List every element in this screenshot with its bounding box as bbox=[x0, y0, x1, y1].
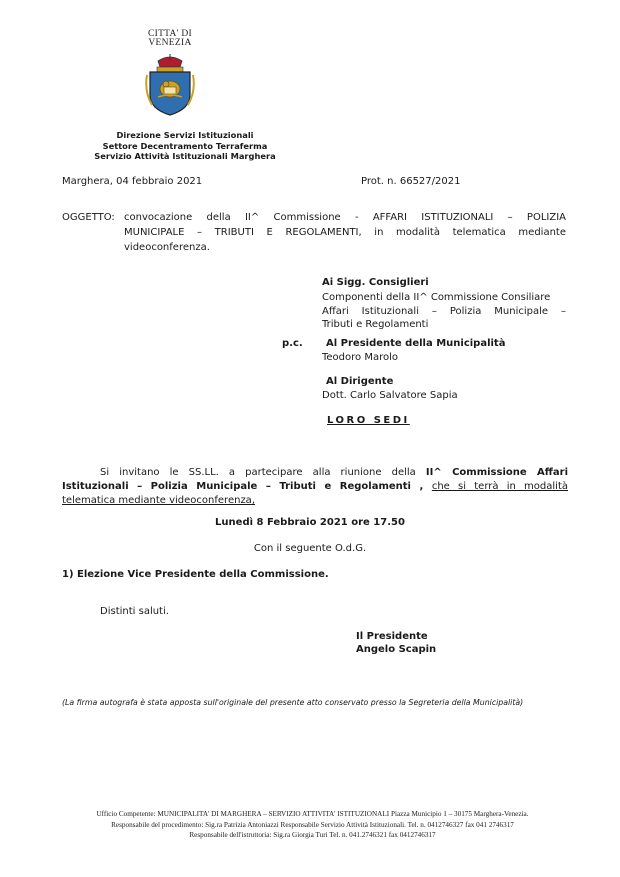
signature-name: Angelo Scapin bbox=[356, 644, 437, 655]
president-name: Teodoro Marolo bbox=[322, 352, 398, 363]
signature-role: Il Presidente bbox=[356, 631, 428, 642]
invitation-text-a: Si invitano le SS.LL. a partecipare alla riunione della bbox=[100, 467, 426, 478]
subject-line-2: MUNICIPALE – TRIBUTI E REGOLAMENTI, in modalità telematica mediante bbox=[124, 227, 566, 238]
commission-name-b: Istituzionali – Polizia Municipale – Tributi e Regolamenti bbox=[62, 481, 411, 492]
director-heading: Al Dirigente bbox=[326, 376, 394, 387]
pc-label: p.c. bbox=[282, 338, 303, 349]
footer-line-2: Responsabile del procedimento: Sig.ra Patrizia Antoniazzi Responsabile Servizio Attività Istituzionali. Tel. n. 0412746327 fax 041 2746317 bbox=[111, 820, 514, 829]
recipients-line-3: Tributi e Regolamenti bbox=[322, 319, 429, 330]
signature-note: (La firma autografa è stata apposta sull'originale del presente atto conservato presso la Segreteria della Municipalità) bbox=[62, 698, 524, 707]
subject-label: OGGETTO: bbox=[62, 212, 115, 223]
director-name: Dott. Carlo Salvatore Sapia bbox=[322, 390, 458, 401]
recipients-line-2: Affari Istituzionali – Polizia Municipale – bbox=[322, 306, 566, 317]
recipients-line-1: Componenti della II^ Commissione Consiliare bbox=[322, 292, 551, 303]
protocol-number: Prot. n. 66527/2021 bbox=[361, 176, 461, 187]
closing: Distinti saluti. bbox=[100, 606, 169, 617]
dept-line-1: Direzione Servizi Istituzionali bbox=[116, 130, 254, 140]
dept-line-2: Settore Decentramento Terraferma bbox=[102, 140, 268, 151]
meeting-date: Lunedì 8 Febbraio 2021 ore 17.50 bbox=[215, 517, 405, 528]
dept-line-3: Servizio Attività Istituzionali Marghera bbox=[94, 151, 276, 161]
invitation-mode-a: che si terrà in modalità bbox=[431, 481, 568, 492]
logo-line-1: CITTA' DI bbox=[147, 29, 193, 39]
venice-crest-icon bbox=[144, 51, 196, 117]
loro-sedi: LORO SEDI bbox=[327, 415, 410, 426]
footer bbox=[40, 809, 585, 841]
footer-line-1: Ufficio Competente: MUNICIPALITA' DI MARGHERA – SERVIZIO ATTIVITA' ISTITUZIONALI Piazza Municipio 1 – 30175 Marghera-Venezia. bbox=[96, 810, 529, 818]
invitation-line-1 bbox=[62, 466, 568, 479]
recipients-heading: Ai Sigg. Consiglieri bbox=[322, 277, 429, 288]
place-date: Marghera, 04 febbraio 2021 bbox=[62, 176, 203, 187]
invitation-line-3: telematica mediante videoconferenza, bbox=[62, 495, 255, 506]
agenda-item-1: 1) Elezione Vice Presidente della Commissione. bbox=[62, 569, 329, 580]
city-logo bbox=[128, 30, 212, 121]
department-block bbox=[60, 130, 310, 162]
agenda-intro: Con il seguente O.d.G. bbox=[253, 543, 367, 554]
invitation-line-2 bbox=[62, 480, 568, 493]
logo-line-2: VENEZIA bbox=[148, 38, 192, 48]
footer-line-3: Responsabile dell'istruttoria: Sig.ra Giorgia Turi Tel. n. 041.2746321 fax 0412746317 bbox=[189, 831, 436, 839]
invitation-comma: , bbox=[410, 481, 432, 492]
subject-line-1: convocazione della II^ Commissione - AFFARI ISTITUZIONALI – POLIZIA bbox=[124, 212, 566, 223]
subject-line-3: videoconferenza. bbox=[124, 242, 210, 253]
commission-name-a: II^ Commissione Affari bbox=[425, 467, 568, 478]
president-heading: Al Presidente della Municipalità bbox=[326, 338, 506, 349]
